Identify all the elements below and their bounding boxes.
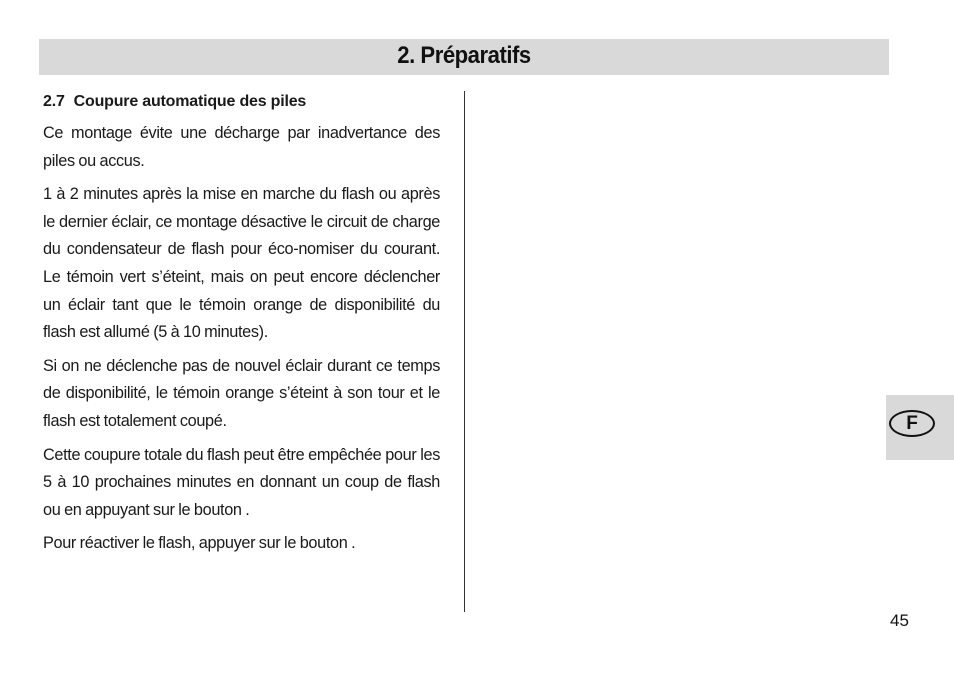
section-heading xyxy=(43,90,440,114)
page-number: 45 xyxy=(890,611,909,630)
paragraph: 1 à 2 minutes après la mise en marche du flash ou après le dernier éclair, ce montage désactive le circuit de charge du condensateur de flash pour éco-nomiser du courant. Le témoin vert s’éteint, mais on peut encore déclencher un éclair tant que le témoin orange de disponibilité du flash est allumé (5 à 10 minutes). xyxy=(43,185,440,342)
text-column xyxy=(43,90,440,564)
column-divider xyxy=(464,91,465,612)
section-title: Coupure automatique des piles xyxy=(73,93,307,110)
paragraph: Ce montage évite une décharge par inadvertance des piles ou accus. xyxy=(43,124,440,170)
language-label: F xyxy=(889,410,935,437)
chapter-header-bar xyxy=(39,39,889,75)
chapter-title: 2. Préparatifs xyxy=(397,42,531,69)
language-tab xyxy=(886,395,954,460)
paragraph: Pour réactiver le flash, appuyer sur le bouton . xyxy=(43,534,356,553)
paragraph: Cette coupure totale du flash peut être empêchée pour les 5 à 10 prochaines minutes en donnant un coup de flash ou en appuyant sur le bouton . xyxy=(43,445,440,519)
section-number: 2.7 xyxy=(43,93,65,110)
paragraph: Si on ne déclenche pas de nouvel éclair durant ce temps de disponibilité, le témoin orange s’éteint à son tour et le flash est totalement coupé. xyxy=(43,356,440,430)
